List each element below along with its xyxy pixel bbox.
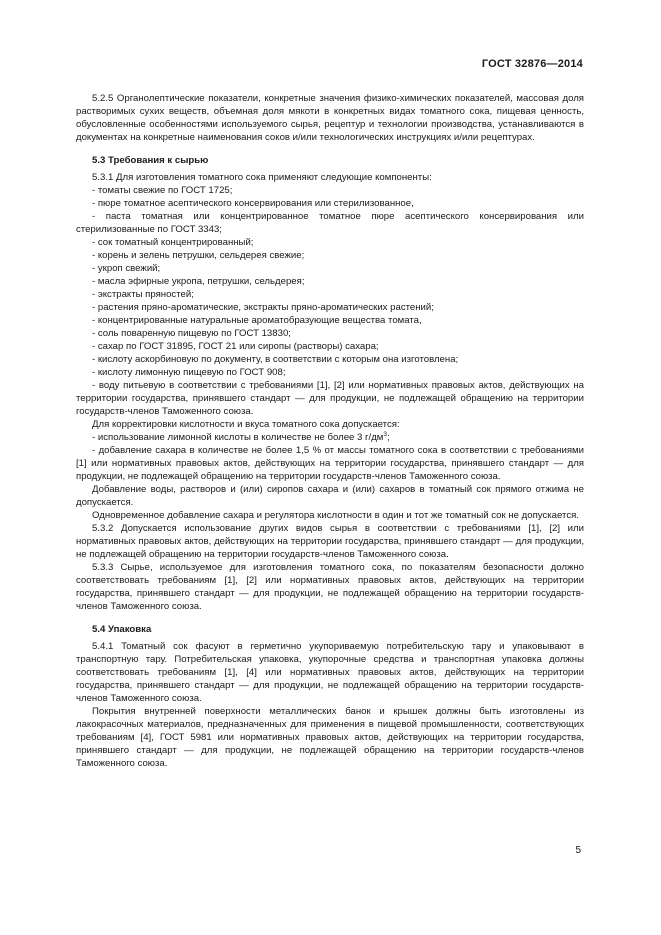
list-item: - кислоту аскорбиновую по документу, в соответствии с которым она изготовлена;	[92, 354, 459, 365]
paragraph-acidity-intro: Для корректировки кислотности и вкуса томатного сока допускается:	[92, 419, 400, 430]
list-item: - сахар по ГОСТ 31895, ГОСТ 21 или сиропы (растворы) сахара;	[92, 341, 379, 352]
paragraph-coatings: Покрытия внутренней поверхности металлических банок и крышек должны быть изготовлены из лакокрасочных материалов, предназначенных для применения в пищевой промышленности, соответствующих требованиям [4], ГОСТ 5981 или нормативных правовых актов, действующих на территории государства, принявшего стандарт — для продукции, не подлежащей обращению на территории государств-членов Таможенного союза.	[76, 706, 584, 769]
list-item: - томаты свежие по ГОСТ 1725;	[92, 185, 233, 196]
list-item: - корень и зелень петрушки, сельдерея свежие;	[92, 250, 305, 261]
list-item-sugar: - добавление сахара в количестве не более 1,5 % от массы томатного сока в соответствии с требованиями [1] или нормативных правовых актов, действующих на территории государства, принявшего стандарт — для продукции, не подлежащей обращению на территории государств-членов Таможенного союза.	[76, 445, 584, 482]
list-item: - концентрированные натуральные ароматобразующие вещества томата,	[92, 315, 422, 326]
list-item: - соль поваренную пищевую по ГОСТ 13830;	[92, 328, 291, 339]
paragraph-5-3-3: 5.3.3 Сырье, используемое для изготовления томатного сока, по показателям безопасности должно соответствовать требованиям [1], [2] или нормативных правовых актов, действующих на территории государства, принявшего стандарт — для продукции, не подлежащей обращению на территории государств-членов Таможенного союза.	[76, 562, 584, 612]
list-item: - пюре томатное асептического консервирования или стерилизованное,	[92, 198, 414, 209]
component-list	[76, 184, 584, 418]
list-item: - кислоту лимонную пищевую по ГОСТ 908;	[92, 367, 286, 378]
list-item: - укроп свежий;	[92, 263, 161, 274]
paragraph-5-3-2: 5.3.2 Допускается использование других видов сырья в соответствии с требованиями [1], [2] или нормативных правовых актов, действующих на территории государства, принявшего стандарт — для продукции, не подлежащей обращению на территории государств-членов Таможенного союза.	[76, 523, 584, 560]
paragraph-5-2-5: 5.2.5 Органолептические показатели, конкретные значения физико-химических показателей, массовая доля растворимых сухих веществ, объемная доля мякоти в конкретных видах томатного сока, пищевая ценность, обусловленные особенностями используемого сырья, рецептур и технологии производства, устанавливаются в документах на конкретные наименования соков и/или технологических инструкциях и/или рецептурах.	[76, 93, 584, 143]
page-content	[76, 92, 584, 770]
standard-code-header: ГОСТ 32876—2014	[481, 58, 583, 70]
list-item: - растения пряно-ароматические, экстракты пряно-ароматических растений;	[92, 302, 434, 313]
superscript-3: 3	[383, 430, 388, 438]
page-number: 5	[575, 845, 581, 856]
paragraph-5-4-1: 5.4.1 Томатный сок фасуют в герметично укупориваемую потребительскую тару и упаковывают в транспортную тару. Потребительская упаковка, укупорочные средства и транспортная упаковка должны соответствовать требованиям [1], [4] или нормативных правовых актов, действующих на территории государства, принявшего стандарт — для продукции, не подлежащей обращению на территории государств-членов Таможенного союза.	[76, 641, 584, 704]
list-item: - паста томатная или концентрированное томатное пюре асептического консервирования или стерилизованные по ГОСТ 3343;	[76, 211, 584, 235]
paragraph-simultaneous-addition: Одновременное добавление сахара и регулятора кислотности в один и тот же томатный сок не допускается.	[92, 510, 579, 521]
list-item-citric-acid: - использование лимонной кислоты в количестве не более 3 $г/дм^3$;	[92, 430, 390, 443]
heading-5-4: 5.4 Упаковка	[92, 624, 152, 635]
list-item: - воду питьевую в соответствии с требованиями [1], [2] или нормативных правовых актов, действующих на территории государства, принявшего стандарт — для продукции, не подлежащей обращению на территории государств-членов Таможенного союза.	[76, 380, 584, 417]
paragraph-5-3-1-intro: 5.3.1 Для изготовления томатного сока применяют следующие компоненты:	[92, 172, 432, 183]
list-item: - сок томатный концентрированный;	[92, 237, 254, 248]
heading-5-3: 5.3 Требования к сырью	[92, 155, 209, 166]
paragraph-water-addition: Добавление воды, растворов и (или) сиропов сахара и (или) сахаров в томатный сок прямого отжима не допускается.	[76, 484, 584, 508]
list-item: - экстракты пряностей;	[92, 289, 194, 300]
list-item: - масла эфирные укропа, петрушки, сельдерея;	[92, 276, 305, 287]
